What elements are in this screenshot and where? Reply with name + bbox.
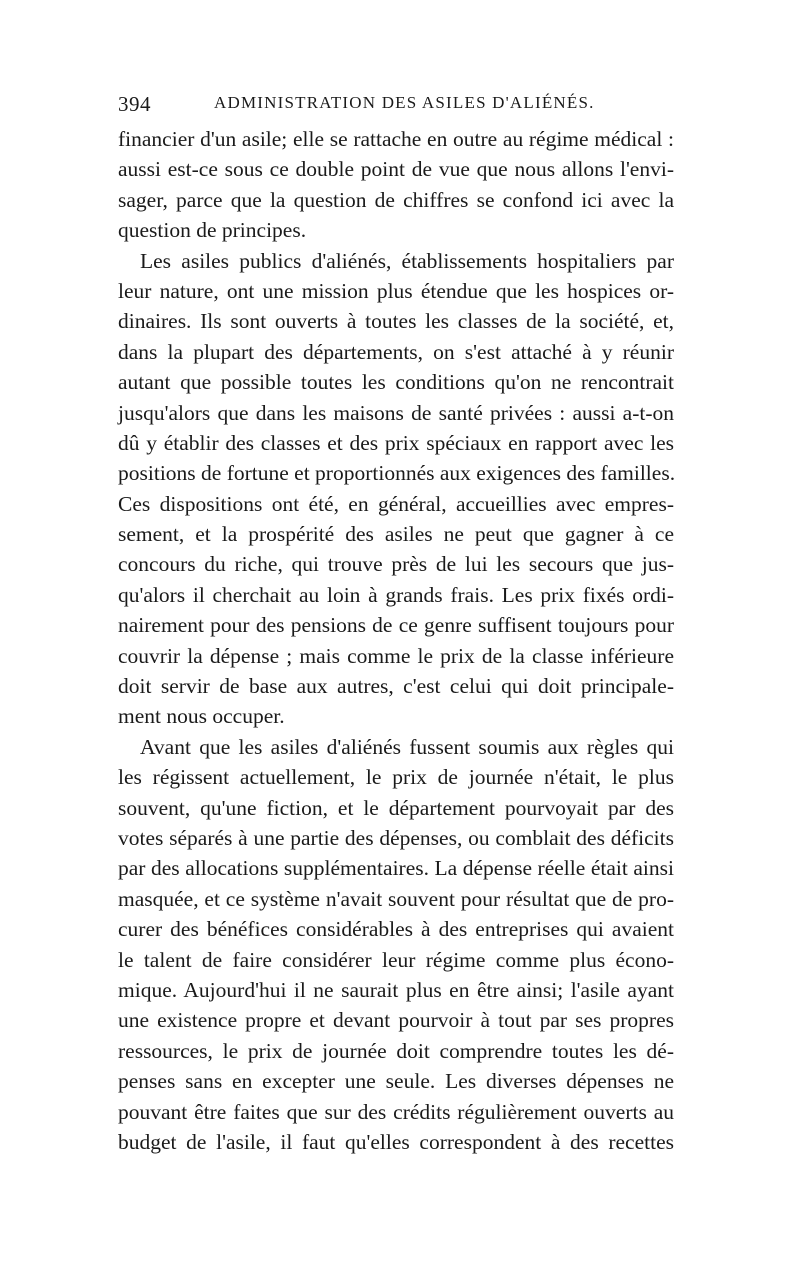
- text-line: aussi est-ce sous ce double point de vue que nous allons l'envi-: [118, 157, 674, 182]
- text-line: les régissent actuellement, le prix de journée n'était, le plus: [118, 765, 674, 790]
- text-line: Ces dispositions ont été, en général, accueillies avec empres-: [118, 491, 674, 516]
- text-line: votes séparés à une partie des dépenses, ou comblait des déficits: [118, 825, 674, 850]
- text-line: positions de fortune et proportionnés aux exigences des familles.: [118, 461, 676, 486]
- text-line: Avant que les asiles d'aliénés fussent soumis aux règles qui: [140, 734, 674, 759]
- text-line: sager, parce que la question de chiffres se confond ici avec la: [118, 187, 674, 212]
- text-line: ment nous occuper.: [118, 704, 285, 729]
- paragraph-2: [118, 246, 674, 732]
- body-text: [118, 124, 674, 1157]
- text-line: masquée, et ce système n'avait souvent pour résultat que de pro-: [118, 886, 674, 911]
- text-line: le talent de faire considérer leur régime comme plus écono-: [118, 947, 674, 972]
- page-number: 394: [118, 92, 151, 116]
- text-line: autant que possible toutes les conditions qu'on ne rencontrait: [118, 370, 674, 395]
- text-line: dans la plupart des départements, on s'est attaché à y réunir: [118, 339, 674, 364]
- text-line: ressources, le prix de journée doit comprendre toutes les dé-: [118, 1038, 674, 1063]
- text-line: dinaires. Ils sont ouverts à toutes les classes de la société, et,: [118, 309, 674, 334]
- text-line: question de principes.: [118, 218, 307, 243]
- text-line: sement, et la prospérité des asiles ne peut que gagner à ce: [118, 522, 674, 547]
- text-line: par des allocations supplémentaires. La dépense réelle était ainsi: [118, 856, 674, 881]
- text-line: mique. Aujourd'hui il ne saurait plus en être ainsi; l'asile ayant: [118, 977, 674, 1002]
- paragraph-1: [118, 124, 674, 246]
- text-line: penses sans en excepter une seule. Les diverses dépenses ne: [118, 1069, 674, 1094]
- text-line: nairement pour des pensions de ce genre suffisent toujours pour: [118, 613, 674, 638]
- text-line: financier d'un asile; elle se rattache en outre au régime médical :: [118, 127, 674, 151]
- text-line: dû y établir des classes et des prix spéciaux en rapport avec les: [118, 430, 674, 455]
- text-line: concours du riche, qui trouve près de lui les secours que jus-: [118, 552, 674, 577]
- text-line: couvrir la dépense ; mais comme le prix de la classe inférieure: [118, 643, 674, 668]
- text-line: souvent, qu'une fiction, et le département pourvoyait par des: [118, 795, 674, 820]
- text-line: qu'alors il cherchait au loin à grands frais. Les prix fixés ordi-: [118, 582, 674, 607]
- text-line: curer des bénéfices considérables à des entreprises qui avaient: [118, 917, 674, 942]
- text-line: doit servir de base aux autres, c'est celui qui doit principale-: [118, 674, 674, 699]
- book-page: [118, 92, 674, 1157]
- text-line: Les asiles publics d'aliénés, établissements hospitaliers par: [140, 248, 674, 273]
- paragraph-3: [118, 732, 674, 1157]
- text-line: budget de l'asile, il faut qu'elles correspondent à des recettes: [118, 1129, 674, 1154]
- running-head: [118, 92, 674, 120]
- text-line: jusqu'alors que dans les maisons de santé privées : aussi a-t-on: [118, 400, 674, 425]
- text-line: leur nature, ont une mission plus étendue que les hospices or-: [118, 278, 674, 303]
- running-title: ADMINISTRATION DES ASILES D'ALIÉNÉS.: [214, 93, 595, 112]
- text-line: pouvant être faites que sur des crédits régulièrement ouverts au: [118, 1099, 674, 1124]
- text-line: une existence propre et devant pourvoir à tout par ses propres: [118, 1008, 674, 1033]
